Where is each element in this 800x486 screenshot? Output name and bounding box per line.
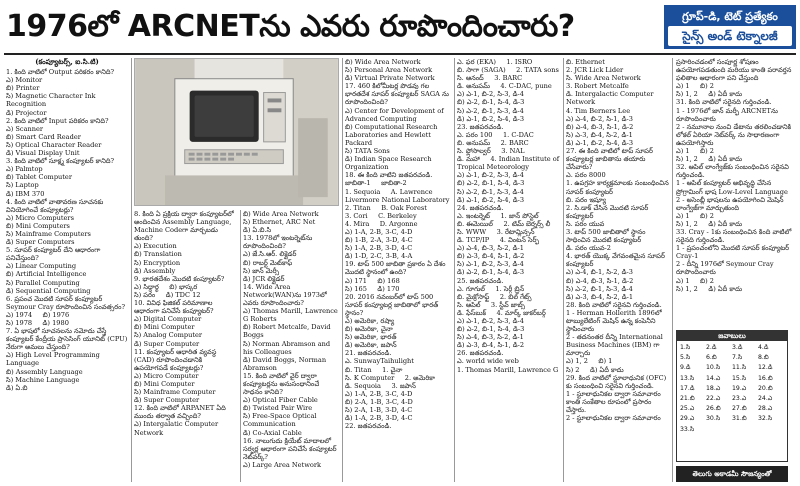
column-3 <box>243 210 340 480</box>
answer-item: 14.ఎ <box>706 374 721 382</box>
answer-grid <box>677 341 787 437</box>
answer-item: 29.ఎ <box>680 415 695 423</box>
answer-item: 6.బి <box>706 354 717 362</box>
answer-key <box>676 330 788 462</box>
answer-item: 17.డి <box>680 384 695 392</box>
answer-item: 11.సి <box>732 364 747 372</box>
column-text: ఎ. ఫర (EKA) 1. ISRO బి. సాగా (SAGA) 2. TATA sons సి. ఆనంద్ 3. BARC డి. అనుపమ్ 4. C-DAC, pune ఎ) ఎ-1, బి-2, సి-3, డి-4 బి) ఎ-2, బి-1, సి-4, డి-3 సి) ఎ-2, బి-1, సి-3, డి-4 డి) ఎ-1, బి-2, సి-4, డి-3 23. జతపరచండి. ఎ. పరం 100 1. C-DAC బి. అనుపమ్ 2. BARC సి. ఫ్లోసాల్వర్ 3. NAL డి. మహా 4. Indian Institute of Tropical Meteorology ఎ) ఎ-1, బి-2, సి-3, డి-4 బి) ఎ-2, బి-1, సి-4, డి-3 సి) ఎ-2, బి-1, సి-3, డి-4 డి) ఎ-1, బి-2, సి-4, డి-3 24. జతపరచండి. ఎ. ఇంటర్నెట్ 1. జాన్ పోస్టెల్ బి. ఈమెయిల్ 2. టిమ్ బెర్నర్స్ లీ సి. WWW 3. రేటామ్లిన్సన్ డి. TCP/IP 4. వింటన్ సెర్ఫ్ ఎ) ఎ-4, బి-3, సి-2, డి-1 బి) ఎ-3, బి-4, సి-1, డి-2 సి) ఎ-1, బి-2, సి-3, డి-4 డి) ఎ-2, బి-1, సి-4, డి-3 25. జతపరచండి. ఎ. గూగుల్ 1. సెర్గీ బ్రిన్ బి. మైక్రోసాఫ్ట్ 2. బిల్ గేట్స్ సి. ఆపిల్ 3. స్టీవ్ జాబ్స్ డి. ఫేస్‌బుక్ 4. మార్క్ జుకర్‌బర్గ్ ఎ) ఎ-1, బి-2, సి-3, డి-4 బి) ఎ-2, బి-1, సి-4, డి-3 సి) ఎ-4, బి-3, సి-2, డి-1 డి) ఎ-3, బి-4, సి-1, డి-2 26. జతపరచండి. ఎ. world wide web 1. Thomas Marill, Lawrence G <box>457 58 560 374</box>
answer-item: 7.సి <box>732 354 743 362</box>
column-1 <box>6 58 128 482</box>
answer-item: 28.ఎ <box>758 405 773 413</box>
answer-item: 32.సి <box>758 415 773 423</box>
answer-item: 19.ఎ <box>732 384 747 392</box>
answer-item: 16.బి <box>758 374 773 382</box>
answer-item: 20.బి <box>758 384 773 392</box>
column-divider <box>131 58 132 482</box>
answer-key-title: జవాబులు <box>677 331 787 341</box>
tag-bottom-label: సైన్స్ అండ్ టెక్నాలజీ <box>668 26 792 46</box>
column-7 <box>676 58 794 326</box>
column-5 <box>457 58 561 482</box>
answer-item: 24.ఎ <box>758 395 773 403</box>
answer-item: 12.డి <box>758 364 773 372</box>
column-divider <box>672 58 673 482</box>
answer-item: 9.డి <box>680 364 691 372</box>
column-2 <box>134 210 237 480</box>
column-text: బి) Wide Area Network సి) Personal Area Network డి) Virtual Private Network 17. 460 కిలోమీటర్ల పొడవు గల భారతదేశ సూపర్ కంప్యూటర్ SAGA ను రూపొందించింది? ఎ) Center for Development of Advanced Computing బి) Computational Research Laboratories and Hewlett Packard సి) TATA Sons డి) Indian Space Research Organization 18. ఈ కింది వాటిని జతపరచండి. జాబితా-1 జాబితా-2 1. Sequoia A. Lawrence Livermore National Laboratory 2. Titan B. Oak Forest 3. Cori C. Berkeley 4. Mira D. Argonne ఎ) 1-A, 2-B, 3-C, 4-D బి) 1-B, 2-A, 3-D, 4-C సి) 1-A, 2-B, 3-D, 4-C డి) 1-D, 2-C, 3-B, 4-A 19. టాప్ 500 జాబితా ప్రకారం ఏ దేశం మొదటి స్థానంలో ఉంది? ఎ) 171 బి) 168 సి) 165 డి) 170 20. 2016 నవంబర్‌లో టాప్ 500 సూపర్ కంప్యూటర్ల జాబితాలో భారత్ స్థానం? ఎ) అమెరికా, రష్యా బి) అమెరికా, చైనా సి) అమెరికా, భారత్ డి) అమెరికా, జపాన్ 21. జతపరచండి. ఎ. SunwayTaihulight బి. Titan 1. చైనా సి. K Computer 2. అమెరికా డి. Sequoia 3. జపాన్ ఎ) 1-A, 2-B, 3-C, 4-D బి) 2-A, 1-B, 3-C, 4-D సి) 2-A, 1-B, 3-D, 4-C డి) 1-A, 2-B, 3-D, 4-C 22. జతపరచండి. <box>345 58 450 431</box>
answer-item: 21.బి <box>680 395 695 403</box>
tag-top-label: గ్రూప్-డి, టెట్ ప్రత్యేకం <box>682 10 778 23</box>
answer-item: 18.ఎ <box>706 384 721 392</box>
column-divider <box>563 58 564 482</box>
computer-photo <box>134 58 339 206</box>
answer-item: 27.బి <box>732 405 747 413</box>
answer-item: 5.సి <box>680 354 691 362</box>
answer-item: 8.బి <box>758 354 769 362</box>
answer-item: 15.సి <box>732 374 747 382</box>
answer-item: 30.సి <box>706 415 721 423</box>
column-text: ప్రసారించడంలో సంపూర్ణ శోషణం ఉపయోగపడతుంది మరియు కాంతి పరావర్తన ఫలితాల ఆధారంగా పని చేస్తుంది ఎ) 1 బి) 2 సి) 1, 2 డి) ఏదీ కాదు 31. కింది వాటిలో సరైనది గుర్తించండి. 1 - 1976లో జాన్ మర్ఫీ ARCNETను రూపొందించారు 2 - నమూనాల నుంచి డేటాను తరలించడానికి లోకల్ ఏరియా నెట్‌వర్క్ ను సాధారణంగా ఉపయోగిస్తారు ఎ) 1 బి) 2 సి) 1, 2 డి) ఏదీ కాదు 32. ఆపిల్ లాంగ్వేజ్‌కు సంబంధించిన సరైనవి గుర్తించండి. 1 - ఆపిల్ కంప్యూటర్ అభివృద్ధి చేసిన ప్రోగ్రామింగ్ భాష Low-Level Language 2 - అసెంబ్లీ భాషలను ఉపయోగించి మెషిన్ లాంగ్వేజ్‌గా మార్చుతుంది ఎ) 1 బి) 2 సి) 1, 2 డి) ఏదీ కాదు 33. Cray - 1కు సంబంధించిన కింది వాటిలో సరైనది గుర్తించండి. 1 - ప్రపంచంలోని మొదటి సూపర్ కంప్యూటర్ Cray-1 2 - దీన్ని 1976లో Seymour Cray రూపొందించారు ఎ) 1 బి) 2 సి) 1, 2 డి) ఏదీ కాదు <box>676 58 792 293</box>
column-text: బి. Ethernet 2. JCR Lick Lider సి. Wide Area Network 3. Robert Metcalfe డి. Intergalactic Computer Network 4. Tim Berners Lee ఎ) ఎ-4, బి-2, సి-1, డి-3 బి) ఎ-4, బి-3, సి-1, డి-2 సి) ఎ-3, బి-4, సి-2, డి-1 డి) ఎ-1, బి-2, సి-4, డి-3 27. ఈ కింది వాటిలో టాప్ సూపర్ కంప్యూటర్ల జాబితాను తయారు చేసేవారు? ఎ. పరం 8000 1. ఉపగ్రహ కార్యక్రమాలకు సంబంధించిన సూపర్ కంప్యూటర్ బి. పరం ఇష్యూ 2. సి.డాక్ చేసిన మొదటి సూపర్ కంప్యూటర్ సి. పరం యువ 3. టాప్ 500 జాబితాలో స్థానం సాధించిన మొదటి కంప్యూటర్ డి. పరం యువ-2 4. భారత్ యొక్క వేగవంతమైన సూపర్ కంప్యూటర్ ఎ) ఎ-4, బి-1, సి-2, డి-3 బి) ఎ-4, బి-3, సి-1, డి-2 సి) ఎ-2, బి-1, సి-3, డి-4 డి) ఎ-3, బి-4, సి-2, డి-1 28. కింది వాటిలో సరైనవి గుర్తించండి. 1 - Herman Hollerith 1896లో టాబ్యులేటింగ్ మెషిన్ ఉన్న కంపెనీని స్థాపించారు 2 - తదనంతర దీన్ని International Business Machines (IBM) గా మార్చారు ఎ) 1, 2 బి) 1 సి) 2 డి) ఏదీ కాదు 29. కింద వాటిలో స్టూలాధునిక (OFC) కు సంబంధించి సరైనవి గుర్తించండి. 1 - స్టూలాధునికల ద్వారా సమాచారం కాంతి సంకేతాల రూపంలో ప్రసారం చేస్తారు. 2 - స్టూలాధునికల ద్వారా సమాచారం <box>566 58 669 423</box>
section-heading: (కంప్యూటర్స్, ఐ.సి.టి) <box>35 57 99 66</box>
answer-item: 1.సి <box>680 344 691 351</box>
answer-item: 3.డి <box>732 344 743 351</box>
page-headline: 1976లో ARCNETను ఎవరు రూపొందించారు? <box>6 9 575 44</box>
computer-terminal-illustration <box>135 59 338 205</box>
credit-label: తెలుగు అకాడమీ సౌజన్యంతో <box>676 466 788 482</box>
column-text: 8. కింది ఏ ప్రక్రియ ద్వారా కంప్యూటర్‌లో అందించిన Assembly Language, Machine Codeగా మార్చబడు తుంది? ఎ) Execution బి) Translation సి) Encryption డి) Assembly 9. భారతదేశం మొదటి కంప్యూటర్? ఎ) సిద్ధార్థ బి) భాస్కర సి) పరం డి) TDC 12 10. వివిధ ఫిజికల్ పరిమాణాల ఆధారంగా పనిచేసే కంప్యూటర్? ఎ) Digital Computer బి) Mini Computer సి) Analog Computer డి) Super Computer 11. కంప్యూటర్ ఆధారిత వ్యవస్థ (CAD) రూపొందించడానికి ఉపయోగపడే కంప్యూటర్లు? ఎ) Micro Computer బి) Mini Computer సి) Mainframe Computer డి) Super Computer 12. కింది వాటిలో ARPANET ఏది ముందు తర్వాత వచ్చింది? ఎ) Intergalatic Computer Network <box>134 210 234 437</box>
column-text: బి) Wide Area Network సి) Ethernet, ARC Net డి) ఏ.బి.సి 13. 1978లో ఇంటర్నెట్‌ను రూపొందించింది? ఎ) జే.సి.ఆర్. లిక్లైడర్ బి) రాబర్ట్ మెట్‌కాఫ్ సి) జాన్ మెర్సీ డి) JCR లిక్లైడర్ 14. Wide Area Network(WAN)ను 1973లో ఎవరు రూపొందించారు? ఎ) Thomas Marill, Lawrence G Roberts బి) Robert Metcalfe, David Boggs సి) Norman Abramson and his Colleagues డి) David Boggs, Norman Abramson 15. కింది వాటిలో వైర్ ద్వారా కంప్యూటర్లను అనుసంధానించే సాధనం కానిది? ఎ) Optical Fiber Cable బి) Twisted Pair Wire సి) Free-Space Optical Communication డి) Co-Axial Cable 16. నాలుగుదు క్రియేట్ మాదాలలో సర్వర్ల ఆధారంగా పనిచేసే కంప్యూటర్ నెట్‌వర్క్? ఎ) Large Area Network <box>243 210 338 469</box>
answer-item: 22.ఎ <box>706 395 721 403</box>
column-divider <box>240 210 241 482</box>
answer-item: 31.బి <box>732 415 747 423</box>
answer-item: 10.సి <box>706 364 721 372</box>
answer-item: 26.బి <box>706 405 721 413</box>
answer-item: 4.డి <box>758 344 769 351</box>
answer-item: 25.ఎ <box>680 405 695 413</box>
section-tag <box>664 5 796 49</box>
column-divider <box>454 58 455 482</box>
answer-item: 23.ఎ <box>732 395 747 403</box>
column-6 <box>566 58 670 482</box>
answer-item: 2.డి <box>706 344 717 351</box>
answer-item: 33.సి <box>680 425 695 433</box>
answer-item: 13.సి <box>680 374 695 382</box>
column-divider <box>342 58 343 482</box>
column-4 <box>345 58 452 482</box>
column-text: 1. కింది వాటిలో Output పరికరం కానిది? ఎ) Monitor బి) Printer సి) Magnetic Character Ink Recognition డి) Projector 2. కింది వాటిలో Input పరికరం కానిది? ఎ) Scanner బి) Smart Card Reader సి) Optical Character Reader డి) Visual Display Unit 3. కింది వాటిలో సూక్ష్మ కంప్యూటర్ కానిది? ఎ) Palmtop బి) Tablet Computer సి) Laptop డి) IBM 370 4. కింది వాటిలో వాతావరణ సూచనకు వినియోగించే కంప్యూటర్లు? ఎ) Micro Computers బి) Mini Computers సి) Mainframe Computers డి) Super Computers 5. సూపర్ కంప్యూటర్ దేని ఆధారంగా పనిచేస్తుంది? ఎ) Linear Computing బి) Artificial Intelligence సి) Parallel Computing డి) Sequential Computing 6. ప్రపంచ మొదటి సూపర్ కంప్యూటర్ Seymour Cray రూపొందించిన సంవత్సరం? ఎ) 1974 బి) 1976 సి) 1978 డి) 1980 7. ఏ భాషలో సూచనలను నమోదు చేస్తే కంప్యూటర్ కేంద్రీయ ప్రాసెసింగ్ యూనిట్ (CPU) నేరుగా అమలు చేస్తుంది? ఎ) High Level Programming Language బి) Assembly Language సి) Machine Language డి) ఏ.బి <box>6 68 128 392</box>
header-rule <box>4 53 796 55</box>
